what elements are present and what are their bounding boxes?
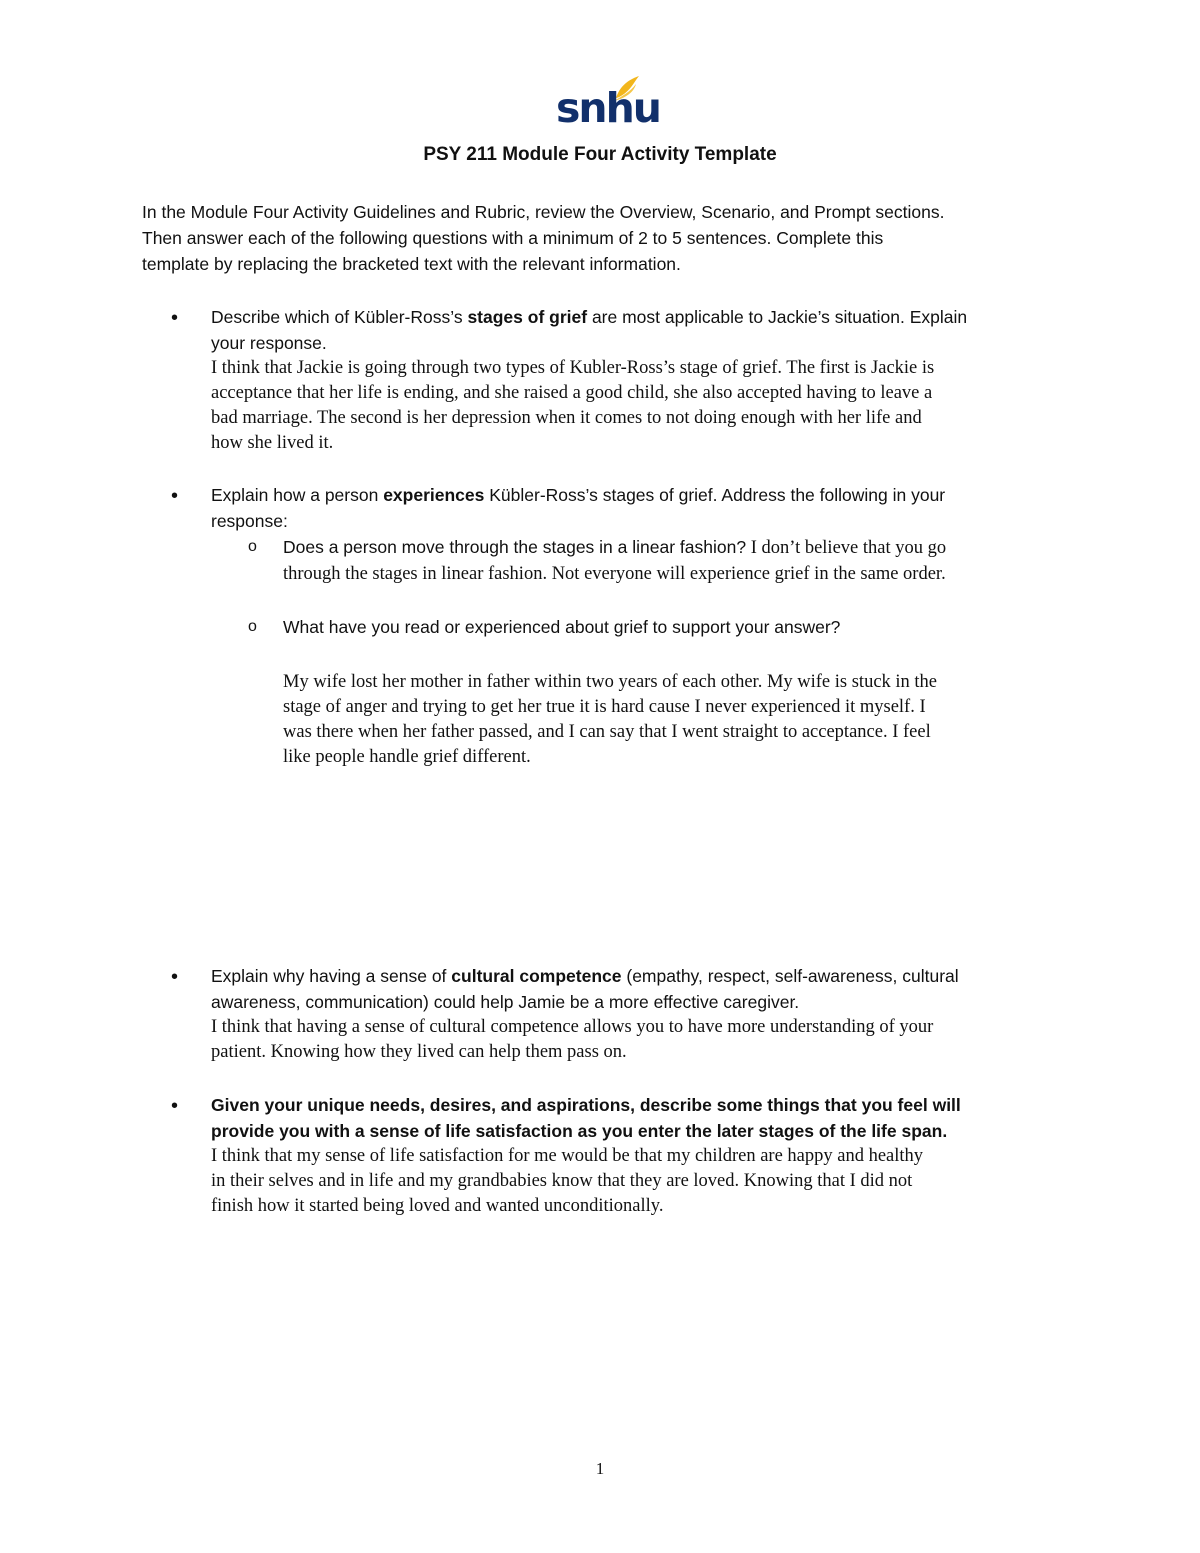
answer-text: My wife lost her mother in father within two years of each other. My wife is stuck in the stage of anger and trying to get her true it is hard cause I never experienced it myself. I was there when her father passed, and I can say that I went straight to acceptance. I feel like people handle grief different. [283,672,938,767]
sub-bullet-marker: o [248,618,257,635]
intro-line: template by replacing the bracketed text with the relevant information. [142,254,681,274]
answer-text: through the stages in linear fashion. Not everyone will experience grief in the same order. [283,564,946,584]
intro-line: In the Module Four Activity Guidelines and Rubric, review the Overview, Scenario, and Prompt sections. [142,202,945,222]
sub-question-text: What have you read or experienced about grief to support your answer? [283,617,841,637]
sub-question-1 [283,534,1073,587]
answer-text: I don’t believe that you go [746,538,947,558]
answer-text: I think that having a sense of cultural competence allows you to have more understanding of your patient. Knowing how they lived can help them pass on. [211,1017,934,1062]
question-3 [211,963,1071,1065]
intro-paragraph [142,199,1062,277]
bullet-marker: • [171,966,179,988]
bullet-marker: • [171,1095,179,1117]
page-title: PSY 211 Module Four Activity Template [423,144,777,165]
question-1 [211,304,1071,456]
question-text: Explain how a person experiences Kübler-Ross’s stages of grief. Address the following in your response: [211,485,946,531]
sub-bullet-marker: o [248,538,257,555]
question-text: Given your unique needs, desires, and aspirations, describe some things that you feel will provide you with a sense of life satisfaction as you enter the later stages of the life span. [211,1095,961,1141]
sub-question-2 [283,614,1073,640]
bullet-marker: • [171,307,179,329]
answer-text: I think that Jackie is going through two types of Kubler-Ross’s stage of grief. The first is Jackie is acceptance that her life is ending, and she raised a good child, she also accepted having to leave a bad marriage. The second is her depression when it comes to not doing enough with her life and how she lived it. [211,358,935,453]
intro-line: Then answer each of the following questions with a minimum of 2 to 5 sentences. Complete this [142,228,884,248]
question-4 [211,1092,1071,1219]
answer-text: I think that my sense of life satisfaction for me would be that my children are happy and healthy in their selves and in life and my grandbabies know that they are loved. Knowing that I did not finish how it started being loved and wanted unconditionally. [211,1146,924,1216]
question-text: Explain why having a sense of cultural competence (empathy, respect, self-awareness, cultural awareness, communication) could help Jamie be a more effective caregiver. [211,966,959,1012]
snhu-logo [556,74,660,132]
logo-wordmark: snhu [556,84,660,132]
page-number: 1 [595,1459,605,1478]
question-text: Describe which of Kübler-Ross’s stages of grief are most applicable to Jackie’s situation. Explain your response. [211,307,968,353]
question-2 [211,482,1071,534]
sub-question-text: Does a person move through the stages in a linear fashion? [283,537,747,557]
bullet-marker: • [171,485,179,507]
